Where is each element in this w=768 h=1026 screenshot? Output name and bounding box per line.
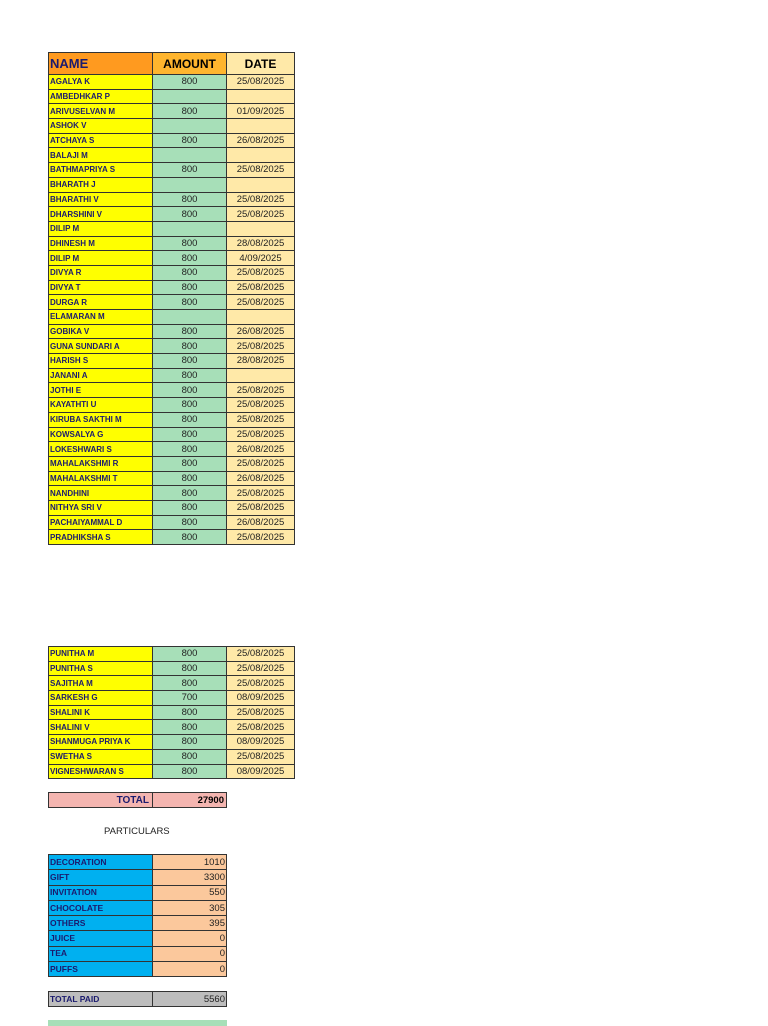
date-cell: 25/08/2025: [227, 500, 295, 515]
date-cell: 25/08/2025: [227, 749, 295, 764]
table-row: [49, 427, 295, 442]
date-cell: 25/08/2025: [227, 265, 295, 280]
name-cell: PUNITHA M: [49, 647, 153, 662]
amount-cell: 800: [153, 412, 227, 427]
table-row: [49, 192, 295, 207]
expense-label: OTHERS: [49, 916, 153, 931]
amount-cell: 700: [153, 691, 227, 706]
amount-cell: 800: [153, 104, 227, 119]
amount-cell: 800: [153, 163, 227, 178]
table-row: [49, 75, 295, 90]
date-cell: 25/08/2025: [227, 339, 295, 354]
amount-cell: 800: [153, 764, 227, 779]
date-cell: 25/08/2025: [227, 676, 295, 691]
name-cell: DHARSHINI V: [49, 207, 153, 222]
amount-cell: [153, 89, 227, 104]
table-row: [49, 89, 295, 104]
name-cell: KIRUBA SAKTHI M: [49, 412, 153, 427]
amount-cell: 800: [153, 192, 227, 207]
date-cell: 25/08/2025: [227, 456, 295, 471]
total-table: [48, 792, 227, 808]
table-row: [49, 295, 295, 310]
amount-cell: [153, 119, 227, 134]
table-row: [49, 104, 295, 119]
name-cell: SAJITHA M: [49, 676, 153, 691]
expense-label: CHOCOLATE: [49, 900, 153, 915]
amount-cell: 800: [153, 368, 227, 383]
name-cell: VIGNESHWARAN S: [49, 764, 153, 779]
name-cell: JOTHI E: [49, 383, 153, 398]
total-value: 27900: [153, 793, 227, 808]
expense-value: 550: [153, 885, 227, 900]
table-row: [49, 486, 295, 501]
expense-row: [49, 916, 227, 931]
expense-value: 0: [153, 962, 227, 977]
name-cell: PRADHIKSHA S: [49, 530, 153, 545]
name-cell: SWETHA S: [49, 749, 153, 764]
table-row: [49, 221, 295, 236]
header-amount: AMOUNT: [153, 53, 227, 75]
amount-cell: 800: [153, 442, 227, 457]
table-row: [49, 676, 295, 691]
table-row: [49, 647, 295, 662]
name-cell: AMBEDHKAR P: [49, 89, 153, 104]
amount-cell: 800: [153, 75, 227, 90]
particulars-heading: PARTICULARS: [104, 826, 170, 837]
expense-value: 395: [153, 916, 227, 931]
name-cell: BHARATH J: [49, 177, 153, 192]
total-row: [49, 793, 227, 808]
date-cell: 26/08/2025: [227, 324, 295, 339]
date-cell: 25/08/2025: [227, 163, 295, 178]
amount-cell: [153, 177, 227, 192]
expense-label: PUFFS: [49, 962, 153, 977]
name-cell: SHANMUGA PRIYA K: [49, 735, 153, 750]
name-cell: NANDHINI: [49, 486, 153, 501]
date-cell: 4/09/2025: [227, 251, 295, 266]
amount-cell: 800: [153, 207, 227, 222]
date-cell: 25/08/2025: [227, 486, 295, 501]
table-row: [49, 735, 295, 750]
amount-cell: 800: [153, 500, 227, 515]
table-row: [49, 148, 295, 163]
name-cell: SHALINI V: [49, 720, 153, 735]
name-cell: KAYATHTI U: [49, 398, 153, 413]
table-row: [49, 177, 295, 192]
date-cell: 25/08/2025: [227, 427, 295, 442]
attendance-table-1: [48, 52, 295, 545]
date-cell: 26/08/2025: [227, 515, 295, 530]
table-row: [49, 133, 295, 148]
name-cell: ELAMARAN M: [49, 310, 153, 325]
name-cell: BATHMAPRIYA S: [49, 163, 153, 178]
date-cell: 25/08/2025: [227, 398, 295, 413]
date-cell: 08/09/2025: [227, 735, 295, 750]
amount-cell: 800: [153, 265, 227, 280]
amount-cell: 800: [153, 471, 227, 486]
amount-cell: 800: [153, 676, 227, 691]
date-cell: 25/08/2025: [227, 720, 295, 735]
amount-cell: 800: [153, 295, 227, 310]
name-cell: MAHALAKSHMI R: [49, 456, 153, 471]
expense-value: 1010: [153, 855, 227, 870]
date-cell: 25/08/2025: [227, 705, 295, 720]
amount-cell: 800: [153, 383, 227, 398]
amount-cell: 800: [153, 530, 227, 545]
date-cell: 28/08/2025: [227, 354, 295, 369]
name-cell: BHARATHI V: [49, 192, 153, 207]
name-cell: DILIP M: [49, 221, 153, 236]
name-cell: AGALYA K: [49, 75, 153, 90]
date-cell: 25/08/2025: [227, 661, 295, 676]
date-cell: 28/08/2025: [227, 236, 295, 251]
name-cell: BALAJI M: [49, 148, 153, 163]
amount-cell: 800: [153, 735, 227, 750]
amount-cell: 800: [153, 354, 227, 369]
header-row: [49, 53, 295, 75]
name-cell: ATCHAYA S: [49, 133, 153, 148]
name-cell: SARKESH G: [49, 691, 153, 706]
date-cell: 26/08/2025: [227, 471, 295, 486]
date-cell: [227, 177, 295, 192]
amount-cell: 800: [153, 515, 227, 530]
name-cell: DIVYA R: [49, 265, 153, 280]
table-row: [49, 119, 295, 134]
table-row: [49, 251, 295, 266]
name-cell: GUNA SUNDARI A: [49, 339, 153, 354]
amount-cell: 800: [153, 324, 227, 339]
amount-cell: 800: [153, 398, 227, 413]
expense-row: [49, 900, 227, 915]
date-cell: 01/09/2025: [227, 104, 295, 119]
table-row: [49, 661, 295, 676]
header-date: DATE: [227, 53, 295, 75]
date-cell: 08/09/2025: [227, 691, 295, 706]
amount-cell: 800: [153, 427, 227, 442]
amount-cell: 800: [153, 486, 227, 501]
header-name: NAME: [49, 53, 153, 75]
name-cell: MAHALAKSHMI T: [49, 471, 153, 486]
expense-label: JUICE: [49, 931, 153, 946]
date-cell: 25/08/2025: [227, 192, 295, 207]
total-paid-table: [48, 991, 227, 1007]
table-row: [49, 515, 295, 530]
table-row: [49, 705, 295, 720]
table-row: [49, 530, 295, 545]
expense-label: INVITATION: [49, 885, 153, 900]
date-cell: [227, 119, 295, 134]
name-cell: ARIVUSELVAN M: [49, 104, 153, 119]
expense-row: [49, 870, 227, 885]
amount-cell: [153, 148, 227, 163]
total-paid-value: 5560: [153, 992, 227, 1007]
amount-cell: 800: [153, 705, 227, 720]
table-row: [49, 720, 295, 735]
expense-row: [49, 885, 227, 900]
table-row: [49, 207, 295, 222]
amount-cell: 800: [153, 647, 227, 662]
date-cell: 26/08/2025: [227, 442, 295, 457]
name-cell: GOBIKA V: [49, 324, 153, 339]
table-row: [49, 398, 295, 413]
table-row: [49, 442, 295, 457]
date-cell: [227, 148, 295, 163]
table-row: [49, 691, 295, 706]
total-paid-label: TOTAL PAID: [49, 992, 153, 1007]
amount-cell: 800: [153, 749, 227, 764]
name-cell: KOWSALYA G: [49, 427, 153, 442]
amount-cell: 800: [153, 280, 227, 295]
name-cell: PUNITHA S: [49, 661, 153, 676]
expense-row: [49, 931, 227, 946]
date-cell: 25/08/2025: [227, 75, 295, 90]
table-row: [49, 412, 295, 427]
date-cell: [227, 89, 295, 104]
attendance-table-2: [48, 646, 295, 779]
name-cell: HARISH S: [49, 354, 153, 369]
total-paid-row: [49, 992, 227, 1007]
expense-row: [49, 962, 227, 977]
date-cell: [227, 221, 295, 236]
expense-value: 0: [153, 946, 227, 961]
table-row: [49, 339, 295, 354]
expense-row: [49, 946, 227, 961]
name-cell: DILIP M: [49, 251, 153, 266]
date-cell: 25/08/2025: [227, 530, 295, 545]
name-cell: DIVYA T: [49, 280, 153, 295]
date-cell: 25/08/2025: [227, 412, 295, 427]
table-row: [49, 383, 295, 398]
expense-label: TEA: [49, 946, 153, 961]
expenses-table: [48, 854, 227, 977]
amount-cell: 800: [153, 236, 227, 251]
name-cell: PACHAIYAMMAL D: [49, 515, 153, 530]
amount-cell: 800: [153, 661, 227, 676]
expense-value: 0: [153, 931, 227, 946]
expense-value: 3300: [153, 870, 227, 885]
name-cell: DURGA R: [49, 295, 153, 310]
table-row: [49, 280, 295, 295]
expense-label: GIFT: [49, 870, 153, 885]
expense-value: 305: [153, 900, 227, 915]
table-row: [49, 471, 295, 486]
name-cell: ASHOK V: [49, 119, 153, 134]
table-row: [49, 456, 295, 471]
table-row: [49, 163, 295, 178]
name-cell: JANANI A: [49, 368, 153, 383]
table-row: [49, 310, 295, 325]
name-cell: DHINESH M: [49, 236, 153, 251]
date-cell: 25/08/2025: [227, 280, 295, 295]
date-cell: 08/09/2025: [227, 764, 295, 779]
date-cell: 25/08/2025: [227, 647, 295, 662]
table-row: [49, 764, 295, 779]
name-cell: NITHYA SRI V: [49, 500, 153, 515]
amount-cell: 800: [153, 339, 227, 354]
table-row: [49, 265, 295, 280]
amount-cell: [153, 310, 227, 325]
date-cell: 25/08/2025: [227, 207, 295, 222]
amount-cell: 800: [153, 133, 227, 148]
date-cell: 25/08/2025: [227, 383, 295, 398]
table-row: [49, 324, 295, 339]
date-cell: [227, 368, 295, 383]
table-row: [49, 500, 295, 515]
date-cell: 26/08/2025: [227, 133, 295, 148]
name-cell: LOKESHWARI S: [49, 442, 153, 457]
bottom-cell-strip: [48, 1020, 227, 1026]
name-cell: SHALINI K: [49, 705, 153, 720]
total-label: TOTAL: [49, 793, 153, 808]
amount-cell: 800: [153, 251, 227, 266]
amount-cell: 800: [153, 720, 227, 735]
date-cell: 25/08/2025: [227, 295, 295, 310]
expense-row: [49, 855, 227, 870]
table-row: [49, 749, 295, 764]
table-row: [49, 354, 295, 369]
date-cell: [227, 310, 295, 325]
table-row: [49, 368, 295, 383]
table-row: [49, 236, 295, 251]
amount-cell: 800: [153, 456, 227, 471]
amount-cell: [153, 221, 227, 236]
expense-label: DECORATION: [49, 855, 153, 870]
